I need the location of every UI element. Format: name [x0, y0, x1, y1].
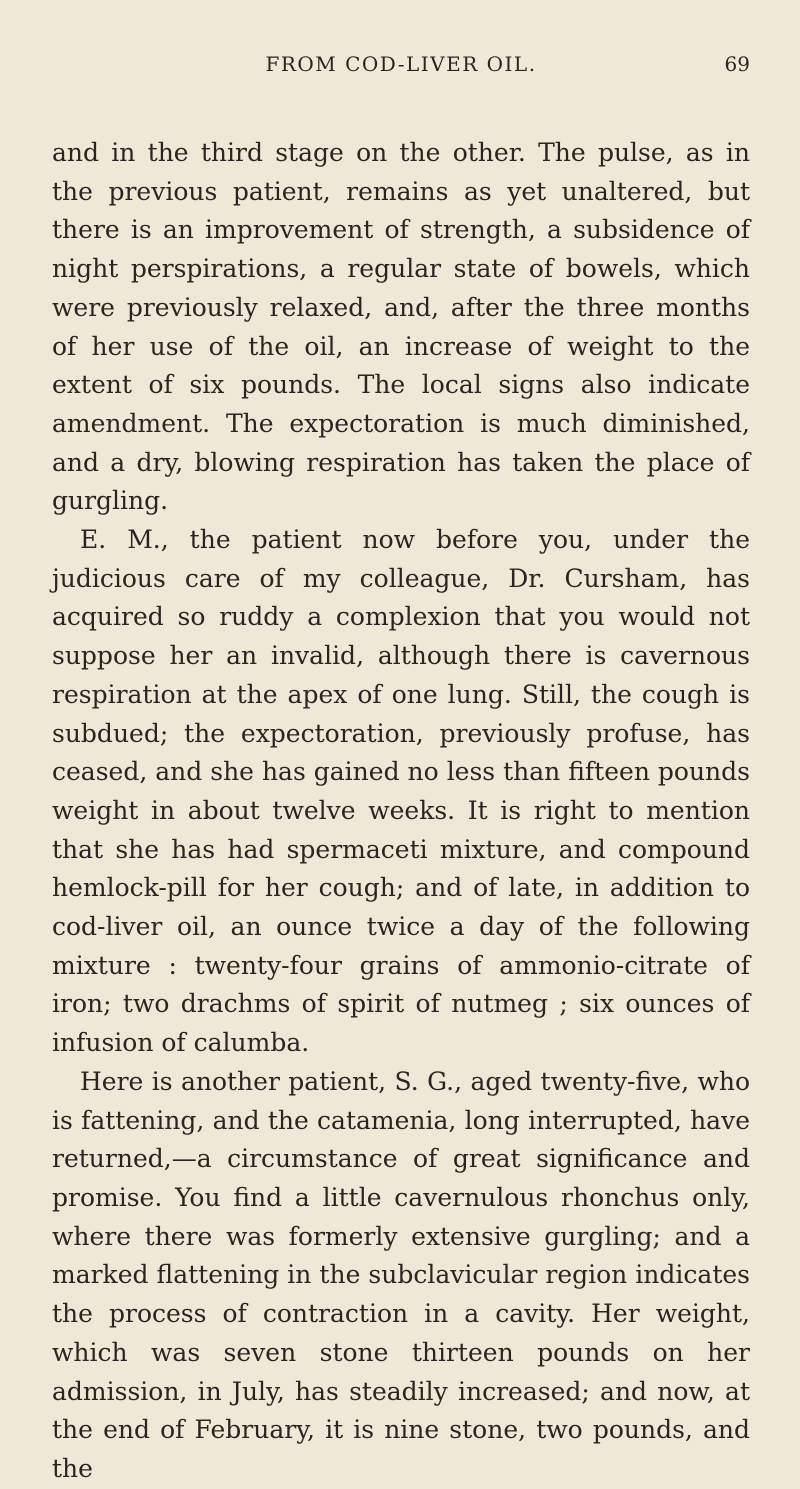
paragraph-patient-sg: Here is another patient, S. G., aged twenty-five, who is fattening, and the catamenia, long interrupted, have returned,—a circumstance of great significance and promise. You find a little cavernulous rhonchus only, where there was formerly extensive gurgling; and a marked flattening in the subclavicular region indicates the process of contraction in a cavity. Her weight, which was seven stone thirteen pounds on her admission, in July, has steadily increased; and now, at the end of February, it is nine stone, two pounds, and the — [52, 1066, 750, 1483]
paragraph-continued: and in the third stage on the other. The pulse, as in the previous patient, remains as yet unaltered, but there is an improvement of strength, a subsidence of night perspirations, a regular state of bowels, which were previously relaxed, and, after the three months of her use of the oil, an increase of weight to the extent of six pounds. The local signs also indicate amendment. The expectoration is much diminished, and a dry, blowing respiration has taken the place of gurgling. — [52, 138, 750, 516]
body-text — [52, 134, 750, 1489]
running-title: FROM COD-LIVER OIL. — [265, 52, 537, 76]
running-header — [52, 52, 750, 94]
page-number: 69 — [724, 52, 750, 76]
paragraph-patient-em: E. M., the patient now before you, under the judicious care of my colleague, Dr. Cursham, has acquired so ruddy a complexion that you would not suppose her an invalid, although there is cavernous respiration at the apex of one lung. Still, the cough is subdued; the expectoration, previously profuse, has ceased, and she has gained no less than fifteen pounds weight in about twelve weeks. It is right to mention that she has had spermaceti mixture, and compound hemlock-pill for her cough; and of late, in addition to cod-liver oil, an ounce twice a day of the following mixture : twenty-four grains of ammonio-citrate of iron; two drachms of spirit of nutmeg ; six ounces of infusion of calumba. — [52, 525, 750, 1058]
